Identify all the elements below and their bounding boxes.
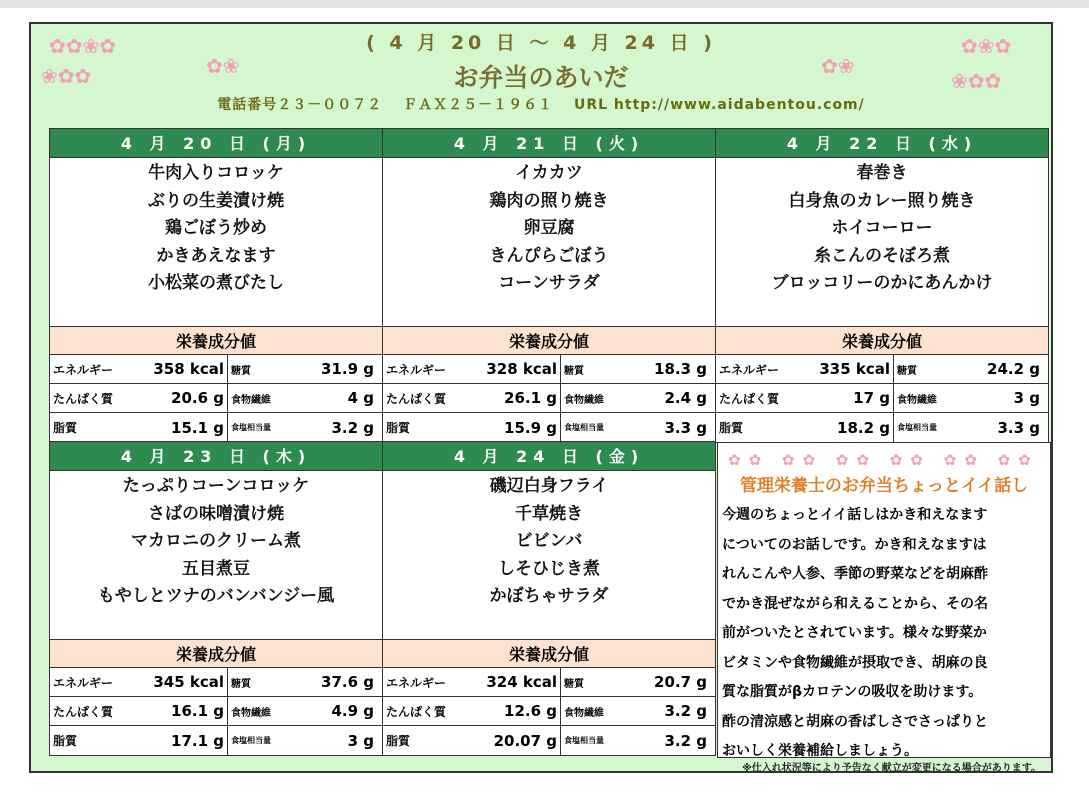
- disclaimer-note: ※仕入れ状況等により予告なく献立が変更になる場合があります。: [742, 763, 1041, 774]
- fat-value: 18.2 g: [792, 413, 894, 442]
- nutrition-row: [50, 413, 382, 442]
- salt-label: 食塩相当量: [231, 736, 271, 745]
- talk-line: 酢の清涼感と胡麻の香ばしさでさっぱりと: [722, 713, 988, 730]
- menu-item: 小松菜の煮びたし: [148, 273, 284, 293]
- menu-item: コーンサラダ: [498, 273, 600, 293]
- carb-label: 糖質: [564, 365, 584, 377]
- nutrition-heading: 栄養成分値: [383, 639, 715, 668]
- menu-list: [716, 158, 1048, 326]
- carb-value: 31.9 g: [321, 360, 374, 378]
- menu-item: きんぴらごぼう: [489, 245, 609, 266]
- nutrition-row: [50, 726, 382, 755]
- salt-value: 3.2 g: [664, 731, 707, 750]
- protein-value: 20.6 g: [126, 384, 228, 412]
- menu-item: かぼちゃサラダ: [489, 586, 609, 606]
- fiber-value: 3 g: [1013, 389, 1040, 407]
- fat-label: 脂質: [53, 734, 78, 748]
- salt-label: 食塩相当量: [564, 423, 604, 432]
- menu-list: [383, 471, 715, 639]
- fiber-value: 2.4 g: [664, 389, 707, 407]
- page-title: お弁当のあいだ: [453, 63, 629, 92]
- day-header: 4 月 21 日 (火): [383, 129, 715, 158]
- nutrition-row: [50, 384, 382, 413]
- salt-value: 3.2 g: [331, 418, 374, 437]
- cherry-blossom-icon: ✿❀: [821, 54, 855, 78]
- nutrition-heading: 栄養成分値: [50, 326, 382, 355]
- menu-item: 鶏肉の照り焼き: [489, 190, 609, 211]
- nutrition-heading: 栄養成分値: [716, 326, 1048, 355]
- nutrition-row: [383, 697, 715, 726]
- fat-label: 脂質: [386, 734, 411, 748]
- nutrition-row: [383, 355, 715, 384]
- nutrition-row: [716, 413, 1048, 442]
- cherry-blossom-icon: ✿❀✿: [961, 34, 1012, 58]
- talk-line: おいしく栄養補給しましょう。: [722, 743, 918, 759]
- salt-label: 食塩相当量: [231, 423, 271, 432]
- menu-item: ぶりの生姜漬け焼: [148, 190, 284, 211]
- protein-value: 16.1 g: [126, 697, 228, 725]
- nutrition-row: [383, 726, 715, 755]
- nutrition-row: [50, 697, 382, 726]
- carb-label: 糖質: [231, 365, 251, 377]
- salt-value: 3 g: [347, 731, 374, 750]
- fat-label: 脂質: [386, 421, 411, 435]
- menu-item: 糸こんのそぼろ煮: [814, 245, 950, 266]
- day-header: 4 月 20 日 (月): [50, 129, 382, 158]
- protein-value: 17 g: [792, 384, 894, 412]
- cherry-blossom-icon: ❀✿✿: [41, 64, 92, 88]
- talk-line: 質な脂質がβカロテンの吸収を助けます。: [722, 684, 983, 700]
- energy-value: 328 kcal: [459, 355, 561, 383]
- carb-label: 糖質: [564, 678, 584, 690]
- protein-value: 12.6 g: [459, 697, 561, 725]
- energy-value: 358 kcal: [126, 355, 228, 383]
- salt-label: 食塩相当量: [897, 423, 937, 432]
- menu-item: 卵豆腐: [523, 218, 575, 238]
- fiber-label: 食物繊維: [564, 707, 604, 719]
- carb-label: 糖質: [231, 678, 251, 690]
- menu-item: かきあえなます: [156, 245, 276, 266]
- nutritionist-talk: [717, 442, 1051, 758]
- menu-item: ビビンバ: [515, 531, 583, 551]
- cherry-blossom-icon: ❀✿✿: [951, 69, 1002, 93]
- talk-line: についてのお話しです。かき和えなますは: [722, 536, 987, 553]
- menu-item: 五目煮豆: [182, 558, 250, 579]
- day-block: [49, 128, 383, 443]
- nutrition-row: [716, 355, 1048, 384]
- menu-item: さばの味噌漬け焼: [148, 503, 284, 524]
- fat-label: 脂質: [53, 421, 78, 435]
- menu-sheet: [29, 22, 1053, 773]
- menu-item: マカロニのクリーム煮: [131, 531, 301, 551]
- day-block: [382, 128, 716, 443]
- menu-item: 牛肉入りコロッケ: [148, 163, 284, 183]
- menu-item: 春巻き: [856, 163, 908, 183]
- talk-title: 管理栄養士のお弁当ちょっとイイ話し: [739, 476, 1029, 496]
- nutrition-row: [50, 355, 382, 384]
- fat-value: 17.1 g: [126, 726, 228, 755]
- menu-list: [50, 158, 382, 326]
- day-block: [49, 441, 383, 756]
- cherry-blossom-icon: ✿✿ ✿✿ ✿✿ ✿✿ ✿✿ ✿✿: [728, 451, 1039, 469]
- protein-value: 26.1 g: [459, 384, 561, 412]
- energy-label: エネルギー: [53, 675, 114, 690]
- energy-value: 335 kcal: [792, 355, 894, 383]
- day-header: 4 月 23 日 (木): [50, 442, 382, 471]
- menu-item: 磯辺白身フライ: [489, 476, 609, 496]
- talk-line: ビタミンや食物繊維が摂取でき、胡麻の良: [722, 654, 988, 671]
- talk-body: [722, 501, 988, 767]
- carb-value: 18.3 g: [654, 360, 707, 378]
- energy-label: エネルギー: [53, 362, 114, 377]
- carb-value: 20.7 g: [654, 673, 707, 691]
- fat-value: 20.07 g: [459, 726, 561, 755]
- carb-value: 37.6 g: [321, 673, 374, 691]
- nutrition-row: [383, 413, 715, 442]
- protein-label: たんぱく質: [719, 391, 780, 406]
- salt-value: 3.3 g: [997, 418, 1040, 437]
- menu-item: 白身魚のカレー照り焼き: [788, 190, 976, 211]
- protein-label: たんぱく質: [53, 704, 114, 719]
- carb-value: 24.2 g: [987, 360, 1040, 378]
- salt-label: 食塩相当量: [564, 736, 604, 745]
- protein-label: たんぱく質: [386, 704, 447, 719]
- day-header: 4 月 24 日 (金): [383, 442, 715, 471]
- energy-label: エネルギー: [719, 362, 780, 377]
- menu-item: 千草焼き: [515, 503, 583, 524]
- fiber-label: 食物繊維: [231, 707, 271, 719]
- menu-item: ブロッコリーのかにあんかけ: [771, 273, 993, 293]
- fiber-value: 3.2 g: [664, 702, 707, 720]
- carb-label: 糖質: [897, 365, 917, 377]
- fiber-label: 食物繊維: [564, 394, 604, 406]
- fiber-label: 食物繊維: [897, 394, 937, 406]
- energy-label: エネルギー: [386, 362, 447, 377]
- menu-item: ホイコーロー: [831, 218, 933, 238]
- menu-item: たっぷりコーンコロッケ: [122, 476, 310, 496]
- nutrition-row: [383, 668, 715, 697]
- energy-value: 324 kcal: [459, 668, 561, 696]
- fat-value: 15.9 g: [459, 413, 561, 442]
- menu-item: もやしとツナのバンバンジー風: [97, 586, 335, 606]
- talk-line: でかき混ぜながら和えることから、その名: [722, 595, 988, 612]
- fiber-value: 4.9 g: [331, 702, 374, 720]
- top-bar: [0, 0, 1089, 8]
- protein-label: たんぱく質: [53, 391, 114, 406]
- week-range: ( 4 月 20 日 ～ 4 月 24 日 ): [366, 32, 716, 54]
- day-header: 4 月 22 日 (水): [716, 129, 1048, 158]
- talk-line: 今週のちょっとイイ話しはかき和えなます: [722, 507, 988, 523]
- fiber-value: 4 g: [347, 389, 374, 407]
- fat-value: 15.1 g: [126, 413, 228, 442]
- energy-value: 345 kcal: [126, 668, 228, 696]
- menu-item: 鶏ごぼう炒め: [165, 218, 267, 238]
- contact-info: 電話番号２３－００７２ ＦＡＸ２５－１９６１ URL http://www.aidabentou.com/: [217, 97, 865, 113]
- cherry-blossom-icon: ✿❀: [206, 54, 240, 78]
- menu-list: [50, 471, 382, 639]
- nutrition-row: [716, 384, 1048, 413]
- talk-line: れんこんや人参、季節の野菜などを胡麻酢: [722, 566, 988, 582]
- nutrition-row: [50, 668, 382, 697]
- protein-label: たんぱく質: [386, 391, 447, 406]
- energy-label: エネルギー: [386, 675, 447, 690]
- nutrition-row: [383, 384, 715, 413]
- day-block: [715, 128, 1049, 443]
- day-block: [382, 441, 716, 756]
- fat-label: 脂質: [719, 421, 744, 435]
- salt-value: 3.3 g: [664, 418, 707, 437]
- nutrition-heading: 栄養成分値: [383, 326, 715, 355]
- menu-item: しそひじき煮: [498, 558, 600, 579]
- cherry-blossom-icon: ✿✿❀✿: [49, 34, 117, 58]
- talk-line: 前がついたとされています。様々な野菜か: [722, 625, 987, 641]
- nutrition-heading: 栄養成分値: [50, 639, 382, 668]
- menu-item: イカカツ: [515, 163, 583, 183]
- menu-list: [383, 158, 715, 326]
- fiber-label: 食物繊維: [231, 394, 271, 406]
